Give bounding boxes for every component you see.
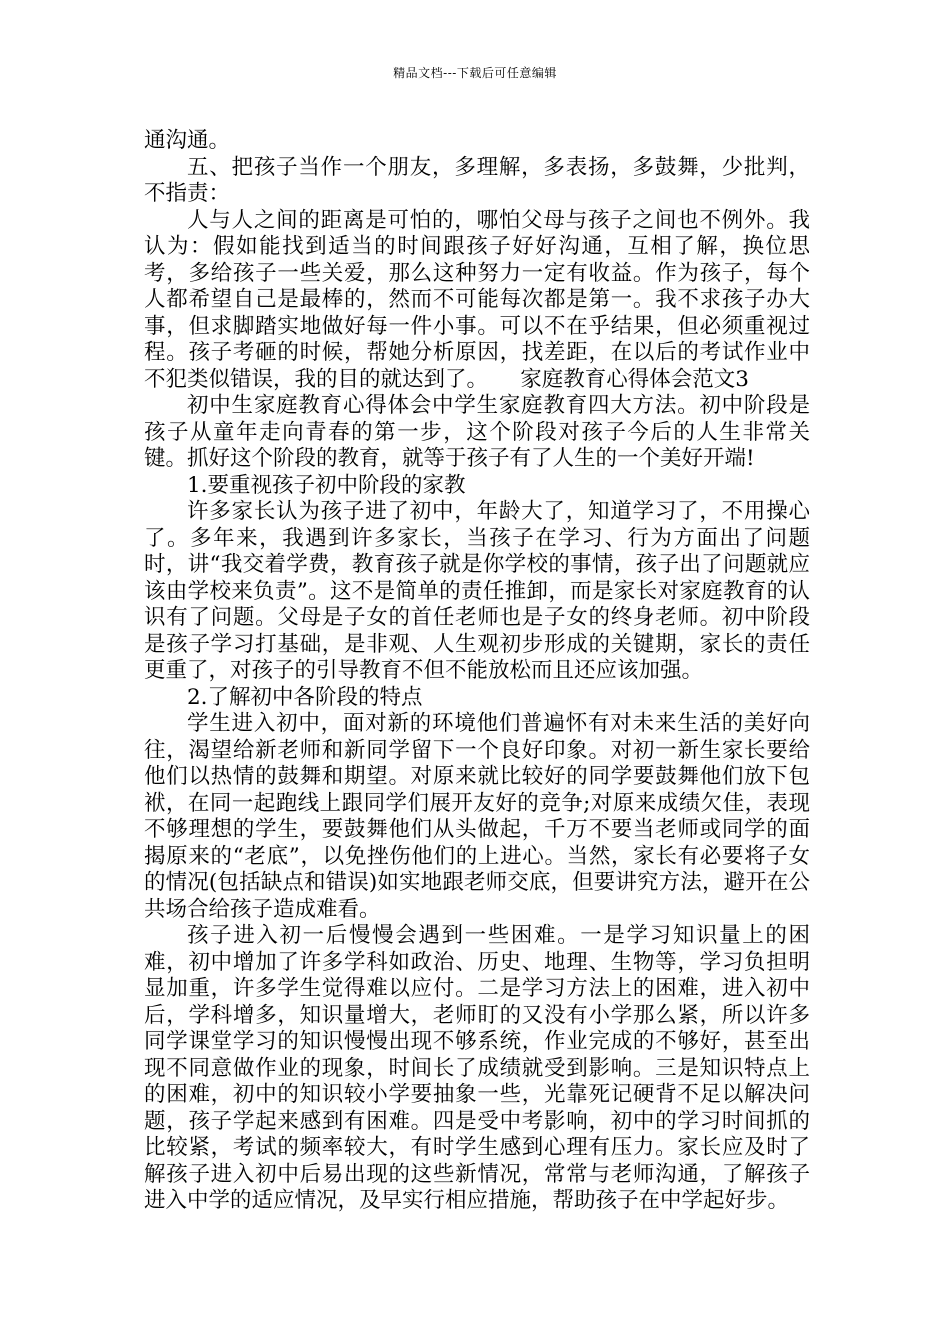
paragraph-3: 人与人之间的距离是可怕的，哪怕父母与孩子之间也不例外。我认为：假如能找到适当的时间跟孩子好好沟通，互相了解，换位思考，多给孩子一些关爱，那么这种努力一定有收益。作为孩子，每个人都希望自己是最棒的，然而不可能每次都是第一。我不求孩子办大事，但求脚踏实地做好每一件小事。可以不在乎结果，但必须重视过程。孩子考砸的时候，帮她分析原因，找差距，在以后的考试作业中不犯类似错误，我的目的就达到了。 家庭教育心得体会范文3 xyxy=(144,207,810,392)
page-header: 精品文档---下载后可任意编辑 xyxy=(393,66,557,80)
paragraph-5: 许多家长认为孩子进了初中，年龄大了，知道学习了，不用操心了。多年来，我遇到许多家长，当孩子在学习、行为方面出了问题时，讲“我交着学费，教育孩子就是你学校的事情，孩子出了问题就应该由学校来负责”。这不是简单的责任推卸，而是家长对家庭教育的认识有了问题。父母是子女的首任老师也是子女的终身老师。初中阶段是孩子学习打基础，是非观、人生观初步形成的关键期，家长的责任更重了，对孩子的引导教育不但不能放松而且还应该加强。 xyxy=(144,499,810,683)
paragraph-1: 通沟通。 xyxy=(144,128,231,153)
paragraph-6: 学生进入初中，面对新的环境他们普遍怀有对未来生活的美好向往，渴望给新老师和新同学留下一个良好印象。对初一新生家长要给他们以热情的鼓舞和期望。对原来就比较好的同学要鼓舞他们放下包袱，在同一起跑线上跟同学们展开友好的竞争;对原来成绩欠佳，表现不够理想的学生，要鼓舞他们从头做起，千万不要当老师或同学的面揭原来的“老底”，以免挫伤他们的上进心。当然，家长有必要将子女的情况(包括缺点和错误)如实地跟老师交底，但要讲究方法，避开在公共场合给孩子造成难看。 xyxy=(144,711,810,922)
section-heading-1: 1.要重视孩子初中阶段的家教 xyxy=(187,472,466,498)
paragraph-4: 初中生家庭教育心得体会中学生家庭教育四大方法。初中阶段是孩子从童年走向青春的第一步，这个阶段对孩子今后的人生非常关键。抓好这个阶段的教育，就等于孩子有了人生的一个美好开端! xyxy=(144,393,810,471)
section-heading-2: 2.了解初中各阶段的特点 xyxy=(187,684,423,710)
paragraph-2: 五、把孩子当作一个朋友，多理解，多表扬，多鼓舞，少批判，不指责： xyxy=(144,154,810,206)
paragraph-7: 孩子进入初一后慢慢会遇到一些困难。一是学习知识量上的困难，初中增加了许多学科如政治、历史、地理、生物等，学习负担明显加重，许多学生觉得难以应付。二是学习方法上的困难，进入初中后，学科增多，知识量增大，老师盯的又没有小学那么紧，所以许多同学课堂学习的知识慢慢出现不够系统，作业完成的不够好，甚至出现不同意做作业的现象，时间长了成绩就受到影响。三是知识特点上的困难，初中的知识较小学要抽象一些，光靠死记硬背不足以解决问题，孩子学起来感到有困难。四是受中考影响，初中的学习时间抓的比较紧，考试的频率较大，有时学生感到心理有压力。家长应及时了解孩子进入初中后易出现的这些新情况，常常与老师沟通，了解孩子进入中学的适应情况，及早实行相应措施，帮助孩子在中学起好步。 xyxy=(144,923,810,1213)
document-body xyxy=(144,128,810,1215)
